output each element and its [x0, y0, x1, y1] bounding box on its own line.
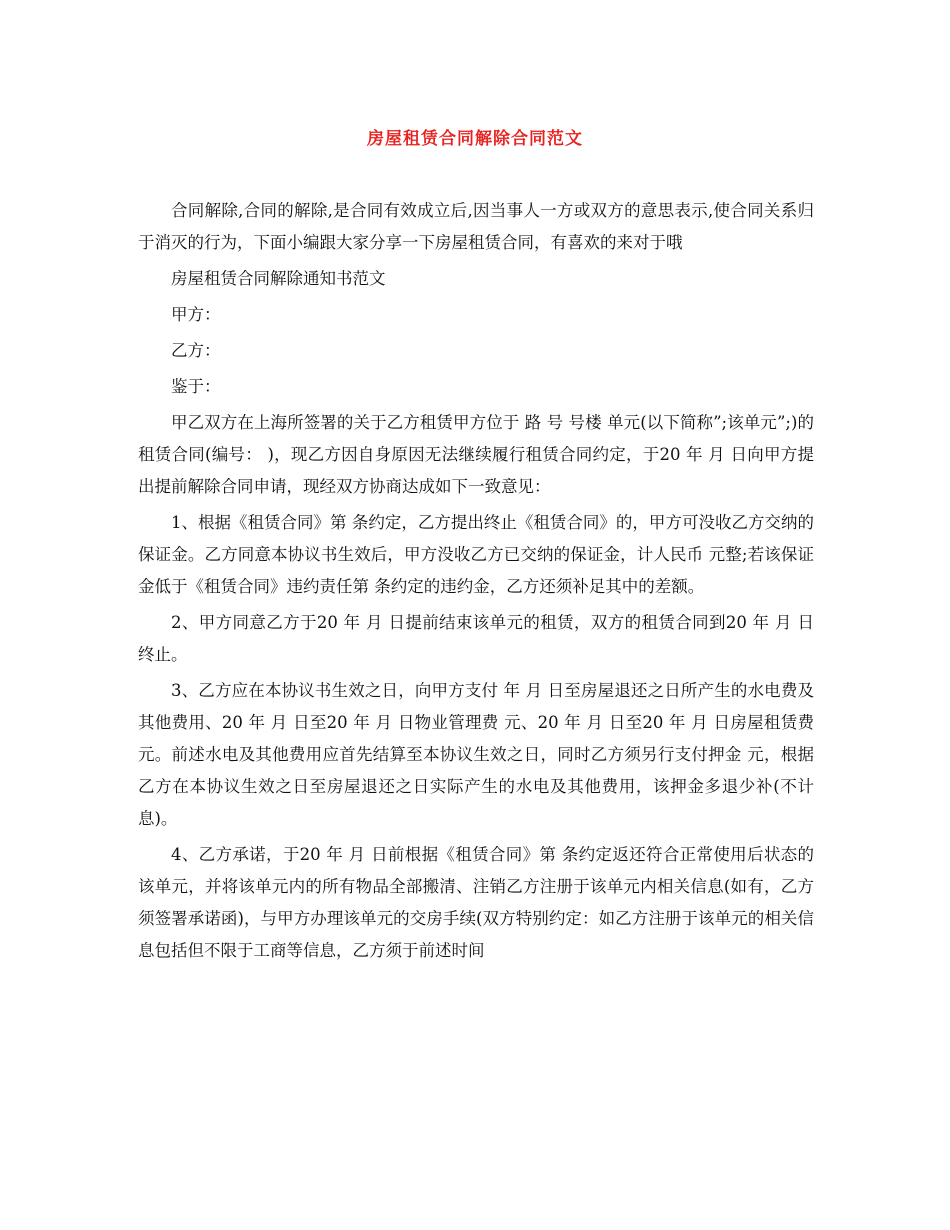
preamble-paragraph: 甲乙双方在上海所签署的关于乙方租赁甲方位于 路 号 号楼 单元(以下简称”;该单元”;)的租赁合同(编号： )，现乙方因自身原因无法继续履行租赁合同约定，于20 年 月 日向甲方提出提前解除合同申请，现经双方协商达成如下一致意见： — [138, 413, 814, 496]
notice-subtitle: 房屋租赁合同解除通知书范文 — [171, 269, 386, 288]
whereas-label: 鉴于： — [171, 377, 221, 396]
clause-4: 4、乙方承诺，于20 年 月 日前根据《租赁合同》第 条约定返还符合正常使用后状态的该单元，并将该单元内的所有物品全部搬清、注销乙方注册于该单元内相关信息(如有，乙方须签署承诺函)，与甲方办理该单元的交房手续(双方特别约定：如乙方注册于该单元的相关信息包括但不限于工商等信息，乙方须于前述时间 — [138, 845, 814, 960]
clause-1: 1、根据《租赁合同》第 条约定，乙方提出终止《租赁合同》的，甲方可没收乙方交纳的保证金。乙方同意本协议书生效后，甲方没收乙方已交纳的保证金，计人民币 元整;若该保证金低于《租赁合同》违约责任第 条约定的违约金，乙方还须补足其中的差额。 — [138, 513, 814, 596]
clause-2: 2、甲方同意乙方于20 年 月 日提前结束该单元的租赁，双方的租赁合同到20 年 月 日终止。 — [138, 613, 814, 664]
party-b-label: 乙方： — [171, 341, 221, 360]
party-a-label: 甲方： — [171, 305, 221, 324]
document-title: 房屋租赁合同解除合同范文 — [367, 129, 583, 149]
clause-3: 3、乙方应在本协议书生效之日，向甲方支付 年 月 日至房屋退还之日所产生的水电费及其他费用、20 年 月 日至20 年 月 日物业管理费 元、20 年 月 日至20 年 月 日房屋租赁费 元。前述水电及其他费用应首先结算至本协议生效之日，同时乙方须另行支付押金 元，根据乙方在本协议生效之日至房屋退还之日实际产生的水电及其他费用，该押金多退少补(不计息)。 — [138, 681, 814, 828]
intro-paragraph: 合同解除,合同的解除,是合同有效成立后,因当事人一方或双方的意思表示,使合同关系归于消灭的行为，下面小编跟大家分享一下房屋租赁合同，有喜欢的来对于哦 — [138, 201, 814, 252]
document-body — [138, 195, 814, 971]
